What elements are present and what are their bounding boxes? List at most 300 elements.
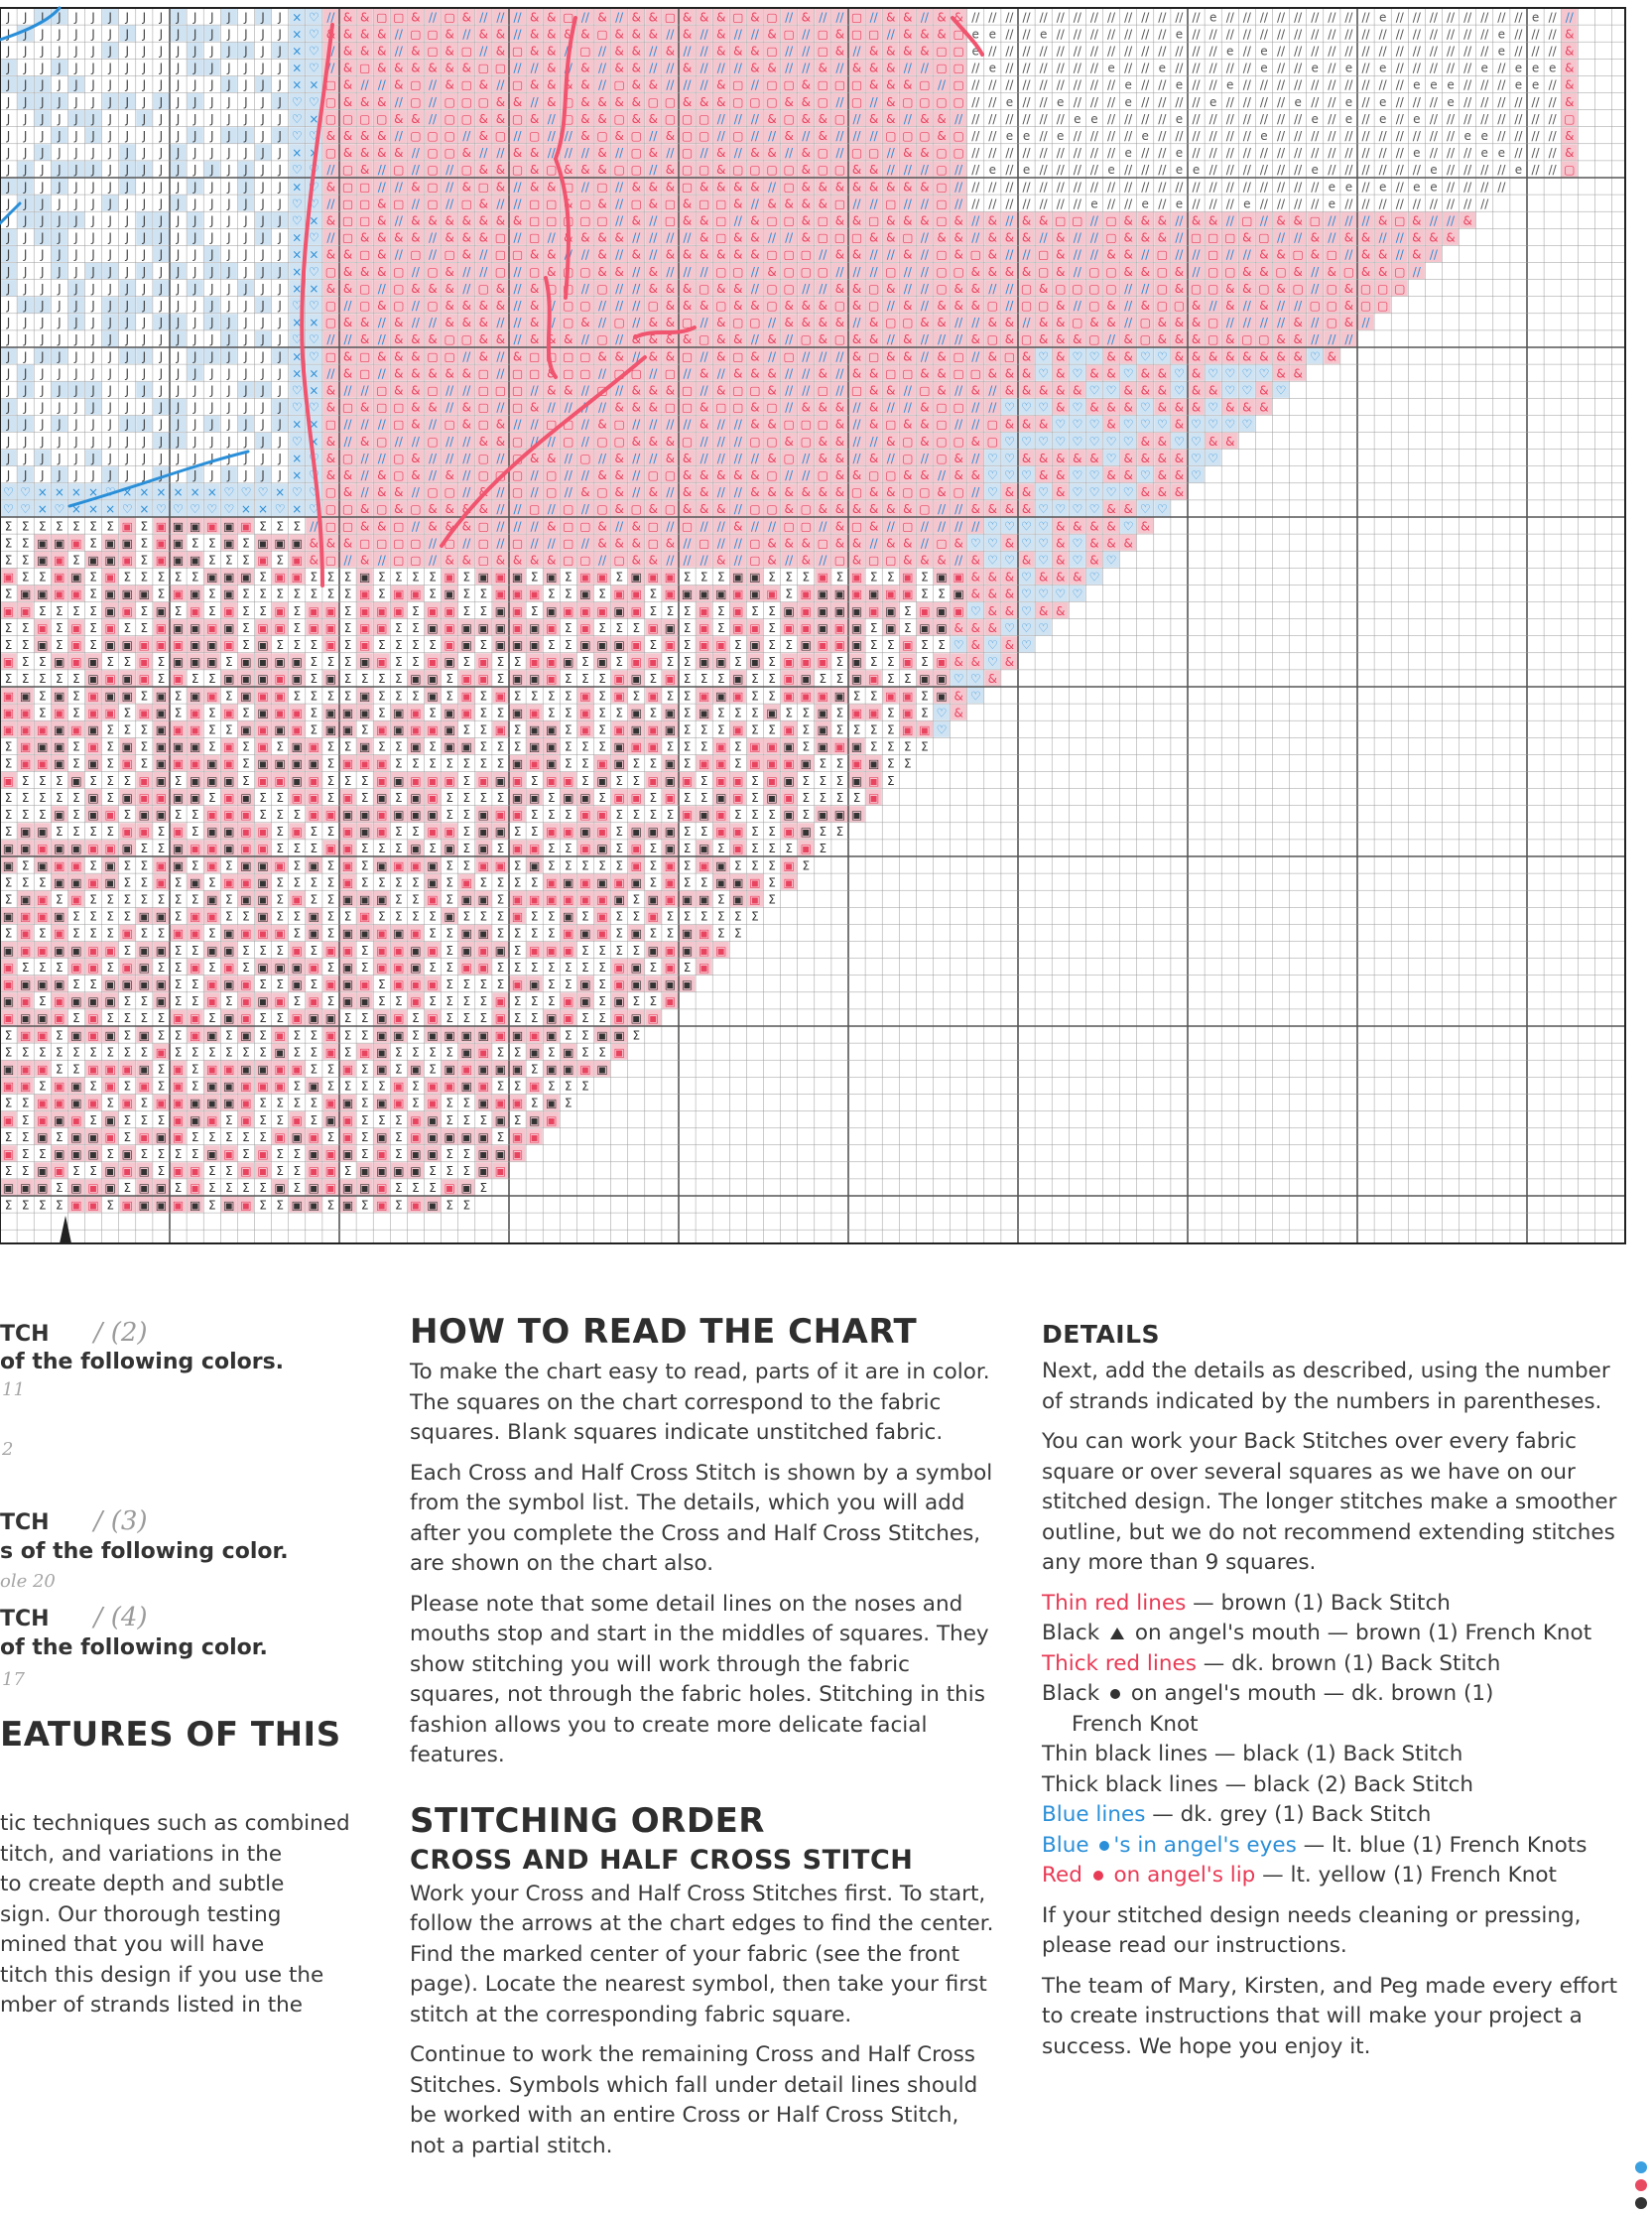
stitch-symbol: ♡ [309, 485, 319, 499]
stitch-symbol: // [1396, 27, 1405, 41]
stitch-symbol: // [632, 282, 641, 296]
stitch-symbol: e [1226, 45, 1233, 59]
stitch-symbol: ▢ [1021, 282, 1032, 296]
stitch-symbol: // [921, 282, 930, 296]
stitch-symbol: & [1175, 332, 1184, 346]
stitch-symbol: & [360, 129, 369, 143]
stitch-symbol: & [564, 332, 572, 346]
stitch-symbol: & [377, 248, 386, 262]
stitch-symbol: & [1141, 366, 1150, 380]
stitch-symbol: // [1260, 196, 1269, 210]
stitch-symbol: // [598, 45, 607, 59]
stitch-symbol: & [852, 62, 861, 75]
stitch-symbol: & [1259, 349, 1268, 363]
stitch-symbol: ▢ [325, 146, 336, 160]
stitch-symbol: // [870, 129, 879, 143]
stitch-symbol: Σ [39, 571, 47, 585]
stitch-symbol: // [1141, 248, 1150, 262]
stitch-symbol: // [1005, 146, 1014, 160]
stitch-symbol: J [192, 45, 197, 59]
stitch-symbol: & [580, 95, 589, 109]
stitch-symbol: // [1447, 27, 1456, 41]
stitch-symbol: // [1005, 180, 1014, 194]
stitch-symbol: ▢ [715, 214, 726, 228]
stitch-symbol: ▢ [393, 265, 404, 279]
stitch-symbol: J [176, 146, 181, 160]
stitch-symbol: // [1226, 112, 1235, 126]
stitch-symbol: & [343, 129, 352, 143]
stitch-symbol: ▢ [1038, 248, 1049, 262]
stitch-symbol: J [6, 299, 11, 313]
stitch-symbol: // [1074, 146, 1082, 160]
stitch-symbol: ♡ [1072, 401, 1082, 415]
stitch-symbol: // [1243, 146, 1252, 160]
stitch-symbol: // [734, 418, 743, 432]
stitch-symbol: & [1123, 468, 1132, 482]
stitch-symbol: & [1039, 571, 1048, 585]
stitch-symbol: ▢ [342, 231, 353, 245]
stitch-symbol: J [40, 282, 45, 296]
stitch-symbol: e [1413, 112, 1420, 126]
stitch-symbol: ▢ [478, 536, 489, 550]
stitch-symbol: // [429, 231, 438, 245]
stitch-symbol: // [581, 248, 590, 262]
stitch-symbol: & [886, 282, 895, 296]
stitch-symbol: & [852, 299, 861, 313]
stitch-symbol: & [1056, 384, 1065, 398]
stitch-symbol: J [209, 452, 214, 465]
stitch-symbol: // [1209, 146, 1218, 160]
stitch-symbol: J [209, 129, 214, 143]
stitch-symbol: ▣ [851, 587, 862, 601]
stitch-symbol: J [40, 452, 45, 465]
stitch-symbol: & [1192, 214, 1201, 228]
stitch-symbol: J [260, 163, 265, 177]
stitch-symbol: // [1090, 95, 1099, 109]
stitch-symbol: ♡ [1241, 384, 1252, 398]
stitch-symbol: // [649, 231, 658, 245]
stitch-symbol: J [260, 384, 265, 398]
stitch-symbol: J [142, 401, 147, 415]
stitch-symbol: × [139, 485, 149, 499]
stitch-symbol: ▢ [1327, 248, 1337, 262]
stitch-symbol: & [394, 502, 403, 516]
stitch-symbol: // [1344, 45, 1353, 59]
stitch-symbol: & [716, 332, 725, 346]
stitch-symbol: // [1362, 196, 1371, 210]
stitch-symbol: ▢ [1157, 299, 1168, 313]
stitch-symbol: // [1090, 45, 1099, 59]
stitch-symbol: & [988, 265, 997, 279]
stitch-symbol: × [309, 214, 318, 228]
stitch-symbol: ▢ [902, 366, 913, 380]
stitch-symbol: ♡ [987, 519, 998, 533]
stitch-symbol: J [192, 418, 197, 432]
stitch-symbol: & [920, 214, 929, 228]
stitch-symbol: & [852, 248, 861, 262]
stitch-symbol: ▢ [478, 62, 489, 75]
stitch-symbol: ♡ [1089, 384, 1100, 398]
stitch-symbol: ▢ [902, 519, 913, 533]
stitch-symbol: ▢ [801, 265, 812, 279]
stitch-symbol: // [479, 248, 488, 262]
stitch-symbol: J [176, 316, 181, 329]
stitch-symbol: ▣ [631, 604, 642, 618]
stitch-symbol: J [192, 27, 197, 41]
stitch-symbol: Σ [141, 604, 149, 618]
stitch-symbol: J [6, 265, 11, 279]
stitch-symbol: & [802, 78, 811, 92]
stitch-symbol: ▢ [1241, 332, 1252, 346]
stitch-symbol: & [1039, 604, 1048, 618]
stitch-symbol: // [1243, 10, 1252, 24]
stitch-symbol: J [176, 45, 181, 59]
stitch-symbol: // [1328, 62, 1336, 75]
stitch-symbol: ▢ [834, 332, 845, 346]
stitch-symbol: // [1430, 10, 1439, 24]
stitch-symbol: // [1005, 112, 1014, 126]
stitch-symbol: ▢ [1072, 316, 1082, 329]
stitch-symbol: // [1040, 129, 1049, 143]
stitch-symbol: // [1260, 95, 1269, 109]
stitch-symbol: // [1311, 45, 1320, 59]
stitch-symbol: ▢ [1258, 231, 1269, 245]
stitch-symbol: J [23, 180, 28, 194]
stitch-symbol: J [277, 180, 282, 194]
stitch-symbol: & [716, 180, 725, 194]
stitch-symbol: Σ [462, 587, 470, 601]
stitch-symbol: & [649, 332, 658, 346]
stitch-symbol: J [107, 27, 112, 41]
stitch-symbol: // [395, 95, 404, 109]
stitch-symbol: ▣ [936, 604, 947, 618]
stitch-symbol: J [176, 468, 181, 482]
stitch-symbol: ▢ [546, 418, 557, 432]
stitch-symbol: // [785, 401, 794, 415]
stitch-symbol: // [1514, 129, 1523, 143]
stitch-symbol: e [1329, 196, 1335, 210]
stitch-symbol: ▢ [818, 265, 828, 279]
stitch-symbol: // [700, 384, 709, 398]
stitch-symbol: & [1328, 349, 1336, 363]
stitch-symbol: J [40, 401, 45, 415]
stitch-symbol: J [124, 45, 129, 59]
stitch-symbol: & [1141, 299, 1150, 313]
stitch-symbol: & [360, 502, 369, 516]
stitch-symbol: ▣ [444, 604, 454, 618]
stitch-symbol: // [632, 468, 641, 482]
stitch-symbol: J [23, 401, 28, 415]
stitch-symbol: ▢ [427, 384, 438, 398]
stitch-symbol: // [395, 129, 404, 143]
stitch-symbol: J [159, 95, 164, 109]
stitch-symbol: // [785, 45, 794, 59]
stitch-symbol: ▢ [1394, 214, 1405, 228]
stitch-symbol: ▢ [682, 316, 693, 329]
stitch-symbol: ▢ [427, 196, 438, 210]
stitch-symbol: ♡ [1140, 401, 1151, 415]
stitch-symbol: e [1142, 129, 1149, 143]
stitch-symbol: // [1141, 27, 1150, 41]
stitch-symbol: & [886, 112, 895, 126]
stitch-symbol: // [1124, 27, 1133, 41]
stitch-symbol: // [1396, 163, 1405, 177]
stitch-symbol: ▣ [292, 571, 303, 585]
stitch-symbol: // [479, 10, 488, 24]
stitch-symbol: ▣ [223, 587, 234, 601]
stitch-symbol: // [1124, 180, 1133, 194]
stitch-symbol: & [716, 282, 725, 296]
stitch-symbol: // [666, 418, 675, 432]
stitch-symbol: ▢ [579, 452, 590, 465]
stitch-symbol: ♡ [1055, 418, 1066, 432]
stitch-symbol: Σ [89, 519, 97, 533]
stitch-symbol: ▢ [478, 519, 489, 533]
stitch-symbol: // [1107, 45, 1116, 59]
stitch-symbol: & [869, 62, 878, 75]
stitch-symbol: J [40, 163, 45, 177]
stitch-symbol: e [1023, 129, 1030, 143]
stitch-symbol: J [23, 435, 28, 449]
stitch-symbol: Σ [548, 587, 556, 601]
stitch-symbol: & [580, 485, 589, 499]
stitch-symbol: // [531, 62, 540, 75]
stitch-symbol: // [496, 349, 505, 363]
stitch-symbol: // [887, 452, 896, 465]
stitch-symbol: & [1175, 485, 1184, 499]
stitch-symbol: J [73, 265, 78, 279]
stitch-symbol: & [835, 27, 844, 41]
stitch-symbol: J [209, 163, 214, 177]
stitch-symbol: // [1074, 78, 1082, 92]
stitch-symbol: // [514, 502, 523, 516]
stitch-symbol: J [277, 384, 282, 398]
stitch-symbol: ▢ [596, 27, 607, 41]
stitch-symbol: // [548, 231, 557, 245]
stitch-symbol: & [614, 401, 623, 415]
stitch-symbol: ♡ [1157, 502, 1168, 516]
stitch-symbol: & [767, 418, 776, 432]
stitch-symbol: J [260, 248, 265, 262]
stitch-symbol: ♡ [292, 95, 303, 109]
stitch-symbol: ♡ [1259, 366, 1270, 380]
stitch-symbol: ▢ [766, 163, 777, 177]
stitch-symbol: & [632, 45, 641, 59]
stitch-symbol: // [988, 78, 997, 92]
stitch-symbol: ▢ [495, 265, 506, 279]
stitch-symbol: J [6, 95, 11, 109]
stitch-symbol: & [394, 112, 403, 126]
stitch-symbol: & [819, 502, 827, 516]
stitch-symbol: & [377, 519, 386, 533]
stitch-symbol: J [107, 349, 112, 363]
stitch-symbol: // [531, 536, 540, 550]
stitch-symbol: // [395, 248, 404, 262]
stitch-symbol: & [597, 349, 606, 363]
stitch-symbol: ▢ [546, 468, 557, 482]
stitch-symbol: ▢ [325, 95, 336, 109]
stitch-symbol: J [73, 180, 78, 194]
stitch-symbol: // [598, 366, 607, 380]
stitch-symbol: & [733, 248, 742, 262]
stitch-symbol: // [1328, 112, 1336, 126]
stitch-symbol: // [1107, 196, 1116, 210]
stitch-symbol: & [530, 401, 539, 415]
stitch-symbol: & [971, 282, 980, 296]
stitch-symbol: & [666, 163, 675, 177]
stitch-symbol: & [1106, 349, 1115, 363]
stitch-symbol: ▢ [665, 468, 676, 482]
stitch-symbol: // [1497, 112, 1506, 126]
stitch-symbol: // [666, 519, 675, 533]
stitch-symbol: J [192, 366, 197, 380]
stitch-symbol: ▢ [563, 299, 573, 313]
stitch-symbol: // [1260, 163, 1269, 177]
stitch-symbol: ▢ [461, 196, 472, 210]
stitch-symbol: & [428, 366, 437, 380]
stitch-symbol: ▢ [766, 45, 777, 59]
stitch-symbol: & [750, 214, 759, 228]
stitch-symbol: J [209, 146, 214, 160]
stitch-symbol: & [869, 519, 878, 533]
stitch-symbol: J [159, 265, 164, 279]
stitch-symbol: ▢ [563, 112, 573, 126]
stitch-symbol: // [632, 418, 641, 432]
stitch-symbol: // [1532, 112, 1541, 126]
stitch-symbol: & [683, 485, 692, 499]
stitch-symbol: // [361, 452, 370, 465]
stitch-symbol: ▢ [953, 129, 963, 143]
stitch-symbol: // [1040, 146, 1049, 160]
stitch-symbol: // [1158, 10, 1167, 24]
stitch-symbol: & [1462, 214, 1471, 228]
stitch-symbol: ▢ [495, 384, 506, 398]
stitch-symbol: // [684, 366, 693, 380]
stitch-symbol: & [1225, 299, 1234, 313]
stitch-symbol: // [531, 468, 540, 482]
stitch-symbol: // [1193, 112, 1202, 126]
stitch-symbol: ▢ [1105, 282, 1116, 296]
stitch-symbol: J [142, 45, 147, 59]
stitch-symbol: ♡ [1038, 401, 1049, 415]
stitch-symbol: ▣ [444, 587, 454, 601]
stitch-symbol: ♡ [309, 180, 319, 194]
stitch-symbol: & [716, 163, 725, 177]
stitch-symbol: // [1107, 27, 1116, 41]
stitch-symbol: & [411, 45, 420, 59]
stitch-symbol: // [666, 265, 675, 279]
stitch-symbol: & [937, 316, 946, 329]
stitch-symbol: ♡ [292, 332, 303, 346]
stitch-symbol: & [1242, 349, 1251, 363]
stitch-symbol: & [343, 349, 352, 363]
stitch-symbol: // [971, 129, 980, 143]
stitch-symbol: J [73, 349, 78, 363]
stitch-symbol: & [632, 112, 641, 126]
stitch-symbol: ▢ [478, 554, 489, 568]
stitch-symbol: & [1005, 604, 1014, 618]
stitch-symbol: ▢ [613, 418, 624, 432]
stitch-symbol: × [207, 485, 217, 499]
stitch-symbol: Σ [22, 621, 30, 635]
stitch-symbol: ♡ [1106, 554, 1117, 568]
stitch-symbol: ▢ [613, 78, 624, 92]
stitch-symbol: // [548, 129, 557, 143]
stitch-symbol: // [1243, 180, 1252, 194]
stitch-symbol: & [1311, 231, 1320, 245]
stitch-symbol: J [277, 418, 282, 432]
stitch-symbol: ▢ [512, 78, 523, 92]
stitch-symbol: J [243, 214, 248, 228]
stitch-symbol: // [1413, 95, 1422, 109]
stitch-symbol: // [514, 265, 523, 279]
stitch-symbol: ▢ [427, 435, 438, 449]
stitch-symbol: & [1175, 452, 1184, 465]
stitch-symbol: J [124, 316, 129, 329]
stitch-symbol: Σ [717, 571, 725, 585]
stitch-symbol: // [1514, 10, 1523, 24]
stitch-symbol: ▢ [325, 78, 336, 92]
stitch-symbol: Σ [5, 536, 13, 550]
stitch-symbol: ▢ [919, 129, 930, 143]
stitch-symbol: J [159, 163, 164, 177]
stitch-symbol: ▢ [834, 554, 845, 568]
stitch-symbol: ▢ [596, 214, 607, 228]
stitch-symbol: J [176, 366, 181, 380]
stitch-symbol: ▢ [512, 435, 523, 449]
stitch-symbol: // [1243, 299, 1252, 313]
stitch-symbol: & [1158, 384, 1167, 398]
stitch-symbol: // [565, 248, 573, 262]
stitch-symbol: // [785, 554, 794, 568]
stitch-symbol: // [1260, 316, 1269, 329]
stitch-symbol: & [649, 485, 658, 499]
stitch-symbol: // [1107, 180, 1116, 194]
stitch-symbol: ▢ [868, 299, 879, 313]
stitch-symbol: & [360, 27, 369, 41]
stitch-symbol: J [226, 282, 231, 296]
stitch-symbol: // [1294, 196, 1303, 210]
stitch-symbol: // [853, 435, 862, 449]
stitch-symbol: Σ [123, 571, 131, 585]
stitch-symbol: & [819, 332, 827, 346]
stitch-symbol: & [632, 401, 641, 415]
stitch-symbol: // [1209, 299, 1218, 313]
stitch-symbol: & [937, 10, 946, 24]
stitch-symbol: // [1040, 180, 1049, 194]
stitch-symbol: ▢ [665, 112, 676, 126]
stitch-symbol: ▣ [732, 571, 743, 585]
stitch-symbol: & [445, 62, 453, 75]
stitch-symbol: & [835, 536, 844, 550]
stitch-symbol: // [1344, 10, 1353, 24]
stitch-symbol: // [1209, 180, 1218, 194]
stitch-symbol: Σ [225, 554, 233, 568]
stitch-symbol: J [159, 332, 164, 346]
stitch-symbol: ▣ [868, 604, 879, 618]
stitch-symbol: // [1005, 62, 1014, 75]
stitch-symbol: ▢ [1564, 112, 1575, 126]
stitch-symbol: // [971, 214, 980, 228]
stitch-symbol: // [344, 435, 353, 449]
stitch-symbol: ▢ [749, 554, 760, 568]
stitch-symbol: & [343, 485, 352, 499]
stitch-symbol: ▢ [885, 265, 896, 279]
stitch-symbol: ▢ [715, 231, 726, 245]
stitch-symbol: // [496, 401, 505, 415]
stitch-symbol: & [614, 452, 623, 465]
stitch-symbol: & [479, 502, 488, 516]
